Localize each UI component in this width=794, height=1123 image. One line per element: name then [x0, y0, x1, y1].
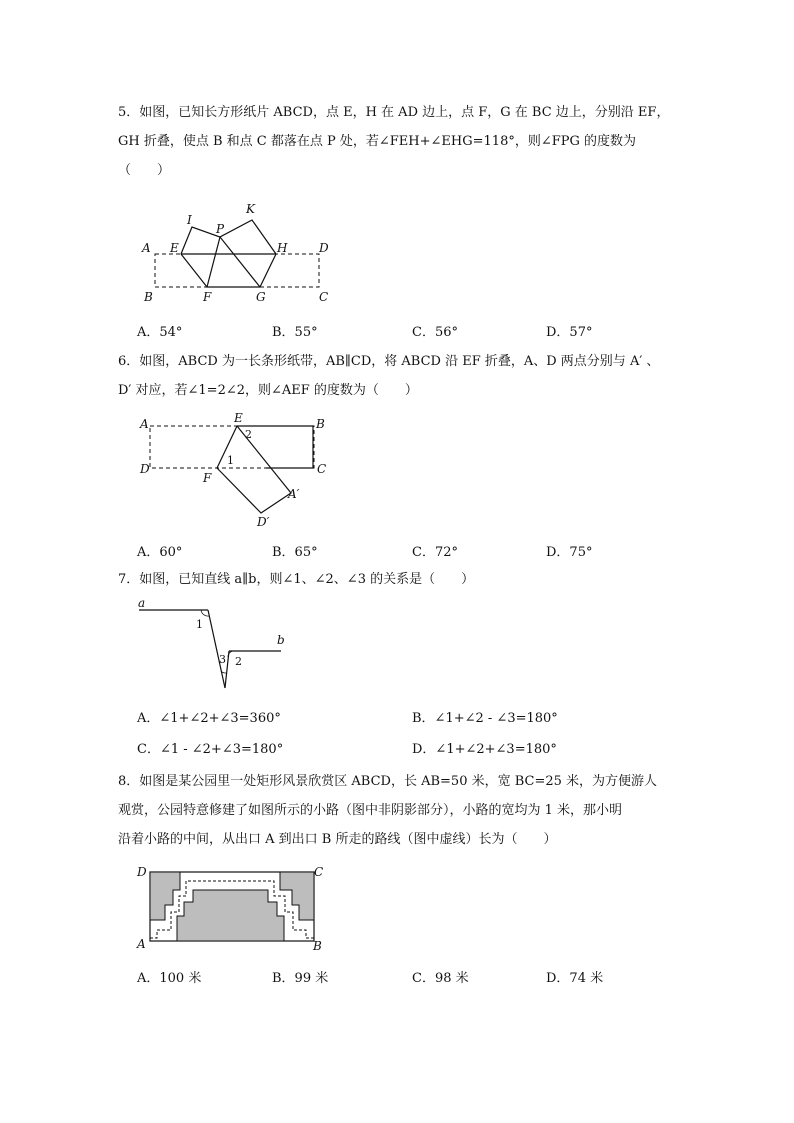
question-7-figure: [135, 597, 295, 692]
folded-bottom: [181, 254, 276, 287]
question-6: [118, 347, 678, 405]
question-5-line-1: 5．如图，已知长方形纸片 ABCD，点 E，H 在 AD 边上，点 F，G 在 BC 边上，分别沿 EF，: [118, 105, 670, 120]
question-8-line-2: 观赏，公园特意修建了如图所示的小路（图中非阴影部分），小路的宽均为 1 米，那小明: [118, 803, 623, 818]
label-3: 3: [219, 653, 226, 666]
label-C: C: [317, 462, 327, 476]
label-E: E: [170, 241, 179, 255]
question-8-line-3: 沿着小路的中间，从出口 A 到出口 B 所走的路线（图中虚线）长为（ ）: [118, 832, 557, 847]
question-6-line-1: 6．如图，ABCD 为一长条形纸带，AB∥CD，将 ABCD 沿 EF 折叠，A、D 两点分别与 A′ 、: [118, 354, 660, 369]
label-F: F: [203, 471, 212, 485]
label-D: D: [140, 462, 150, 476]
label-D-prime: D′: [257, 515, 270, 529]
option-c[interactable]: C．∠1 - ∠2+∠3=180°: [137, 742, 284, 757]
question-8: [118, 767, 678, 854]
label-D: D: [319, 241, 329, 255]
option-a[interactable]: A．60°: [137, 545, 183, 560]
question-7-line-1: 7．如图，已知直线 a∥b，则∠1、∠2、∠3 的关系是（ ）: [118, 572, 475, 587]
label-G: G: [256, 290, 266, 304]
label-C: C: [314, 865, 324, 879]
question-5: [118, 98, 678, 185]
option-a[interactable]: A．54°: [137, 325, 183, 340]
label-1: 1: [227, 454, 234, 467]
option-a[interactable]: A．100 米: [137, 971, 202, 986]
label-B: B: [316, 417, 325, 431]
option-d[interactable]: D．74 米: [546, 971, 604, 986]
label-b: b: [277, 633, 285, 647]
question-6-line-2: D′ 对应，若∠1=2∠2，则∠AEF 的度数为（ ）: [118, 383, 418, 398]
label-B: B: [144, 290, 153, 304]
label-A-prime: A′: [288, 487, 300, 501]
question-5-line-2: GH 折叠，使点 B 和点 C 都落在点 P 处，若∠FEH+∠EHG=118°，则∠FPG 的度数为: [118, 134, 637, 149]
question-8-figure: [135, 860, 335, 955]
option-b[interactable]: B．55°: [272, 325, 318, 340]
label-A: A: [142, 241, 151, 255]
question-6-figure: [135, 410, 335, 535]
label-C: C: [319, 290, 329, 304]
option-d[interactable]: D．57°: [546, 325, 593, 340]
transversal-1: [208, 610, 225, 688]
option-b[interactable]: B．65°: [272, 545, 318, 560]
question-5-figure: [130, 195, 350, 310]
option-b[interactable]: B．∠1+∠2 - ∠3=180°: [412, 711, 558, 726]
option-c[interactable]: C．72°: [412, 545, 458, 560]
label-P: P: [216, 222, 225, 236]
folded-flap: [217, 426, 291, 513]
label-a: a: [138, 596, 146, 610]
shaded-center: [177, 890, 284, 941]
label-D: D: [137, 865, 147, 879]
label-E: E: [234, 411, 243, 425]
option-c[interactable]: C．98 米: [412, 971, 469, 986]
label-F: F: [203, 290, 212, 304]
label-A: A: [137, 937, 146, 951]
label-2: 2: [235, 655, 242, 668]
label-K: K: [246, 202, 255, 216]
question-5-line-3: （ ）: [118, 163, 171, 178]
option-d[interactable]: D．∠1+∠2+∠3=180°: [412, 742, 557, 757]
label-H: H: [277, 241, 288, 255]
option-d[interactable]: D．75°: [546, 545, 593, 560]
label-B: B: [313, 939, 322, 953]
option-b[interactable]: B．99 米: [272, 971, 329, 986]
question-7: [118, 565, 678, 594]
label-2: 2: [245, 428, 252, 441]
label-A: A: [140, 417, 149, 431]
question-8-line-1: 8．如图是某公园里一处矩形风景欣赏区 ABCD，长 AB=50 米，宽 BC=25 米，为方便游人: [118, 774, 658, 789]
label-1: 1: [196, 618, 203, 631]
option-c[interactable]: C．56°: [412, 325, 458, 340]
option-a[interactable]: A．∠1+∠2+∠3=360°: [137, 711, 281, 726]
label-I: I: [187, 213, 192, 227]
